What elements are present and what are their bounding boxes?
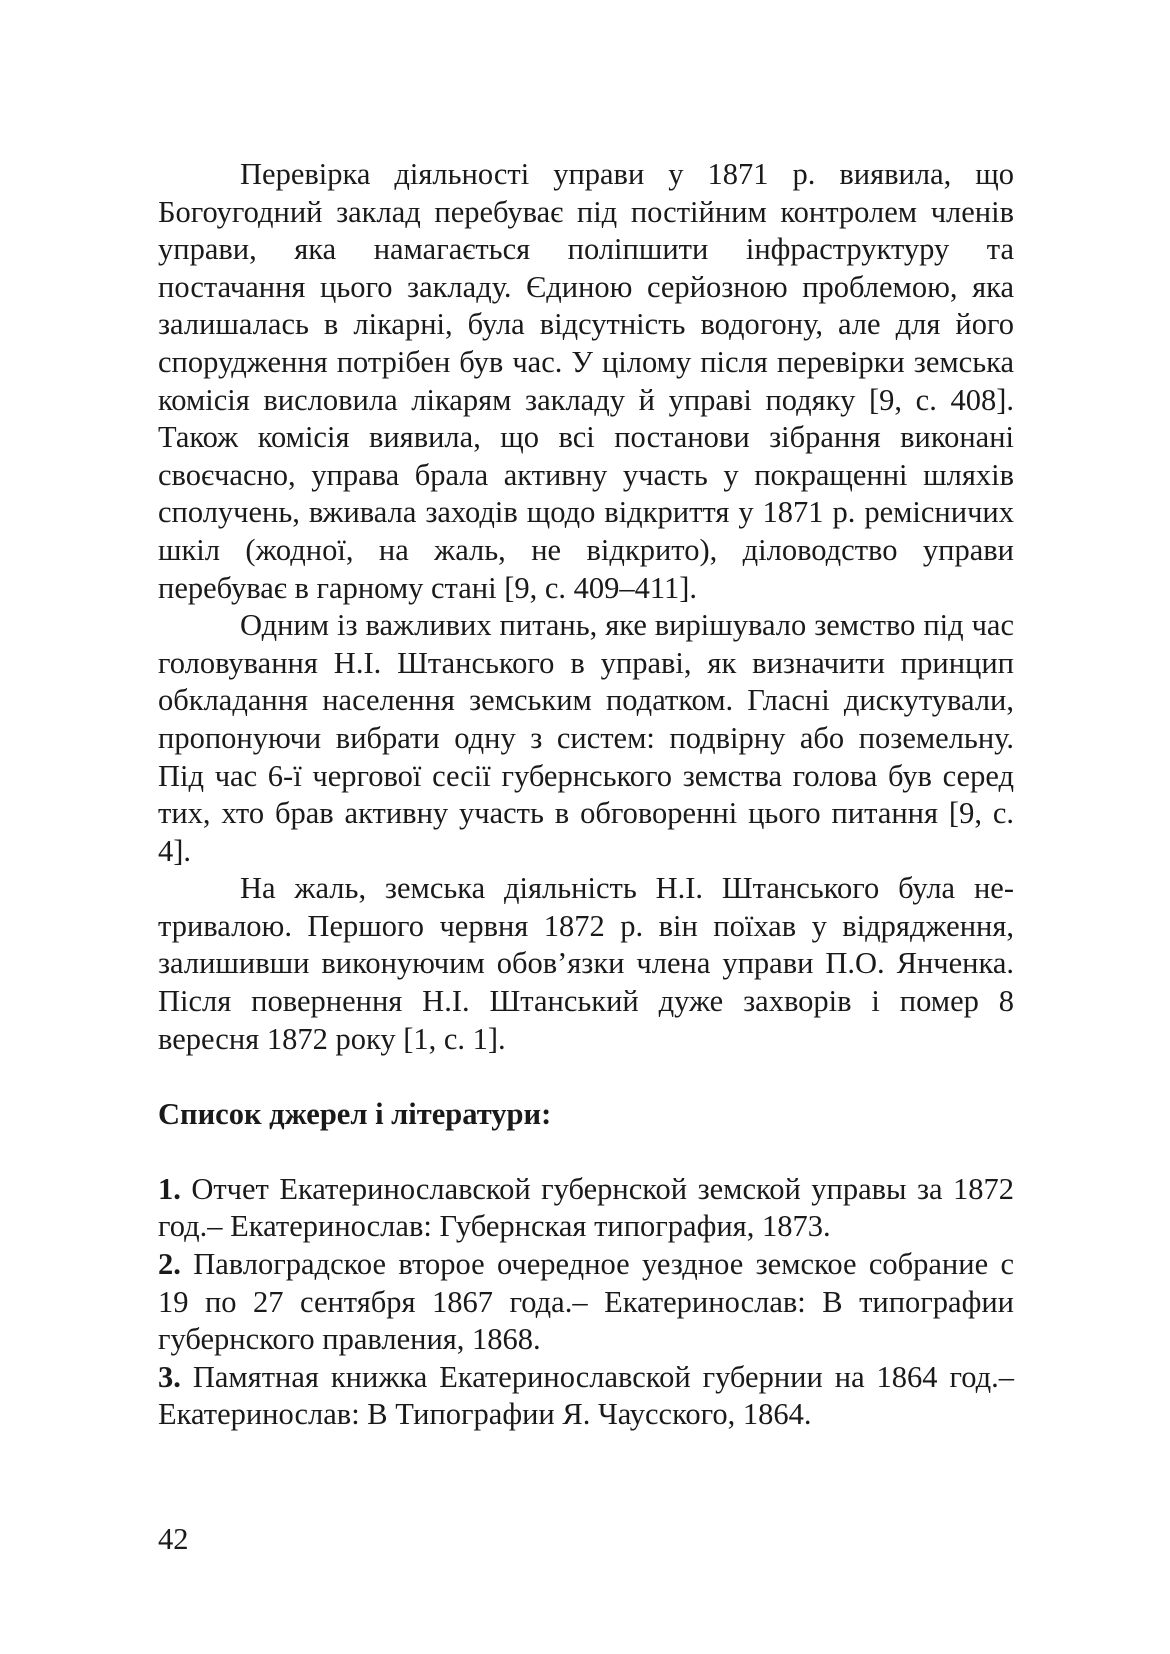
- references-heading: Список джерел і літератури:: [158, 1097, 552, 1132]
- reference-item: [158, 1246, 1014, 1359]
- reference-text: Отчет Екатеринославской губернской земской управы за 1872 год.– Екатеринослав: Губернская типография, 1873.: [158, 1171, 1014, 1244]
- reference-number: 1.: [158, 1171, 181, 1206]
- reference-number: 3.: [158, 1359, 181, 1394]
- page-number: 42: [158, 1522, 189, 1556]
- paragraph: На жаль, земська діяльність Н.І. Штанського була нетривалою. Першого червня 1872 р. він поїхав у відрядження, залишивши виконуючим обов’язки члена управи П.О. Янченка. Після повернення Н.І. Штанський дуже захворів і помер 8 вересня 1872 року [1, с. 1].: [158, 871, 1014, 1056]
- paragraph: Одним із важливих питань, яке вирішувало земство під час головування Н.І. Штанського в управі, як визначити принцип обкладання населення земським податком. Гласні дискутували, пропонуючи вибрати одну з систем: подвірну або поземельну. Під час 6-ї чергової сесії губернського земства голова був серед тих, хто брав активну участь в обговоренні цього питання [9, с. 4].: [158, 608, 1014, 868]
- reference-text: Памятная книжка Екатеринославской губернии на 1864 год.– Екатеринослав: В Типографии Я. Чаусского, 1864.: [158, 1359, 1014, 1432]
- main-text: [158, 156, 1014, 1434]
- reference-item: [158, 1359, 1014, 1434]
- paragraph: Перевірка діяльності управи у 1871 р. виявила, що Богоугодний заклад перебуває під постійним контролем членів управи, яка намагається поліпшити інфраструктуру та постачання цього закладу. Єдиною серйозною проблемою, яка залишалась в лікарні, була відсутність водогону, але для його спорудження потрібен був час. У цілому після перевірки земська комісія висловила лікарям закладу й управі подяку [9, с. 408]. Також комісія виявила, що всі постанови зібрання виконані своєчасно, управа брала активну участь у покращенні шляхів сполучень, вживала заходів щодо відкриття у 1871 р. ремісничих шкіл (жодної, на жаль, не відкрито), діловодство управи перебуває в гарному стані [9, с. 409–411].: [158, 157, 1014, 605]
- reference-number: 2.: [158, 1247, 181, 1282]
- reference-item: [158, 1171, 1014, 1246]
- reference-text: Павлоградское второе очередное уездное земское собрание с 19 по 27 сентября 1867 года.– Екатеринослав: В типографии губернского правления, 1868.: [158, 1247, 1014, 1357]
